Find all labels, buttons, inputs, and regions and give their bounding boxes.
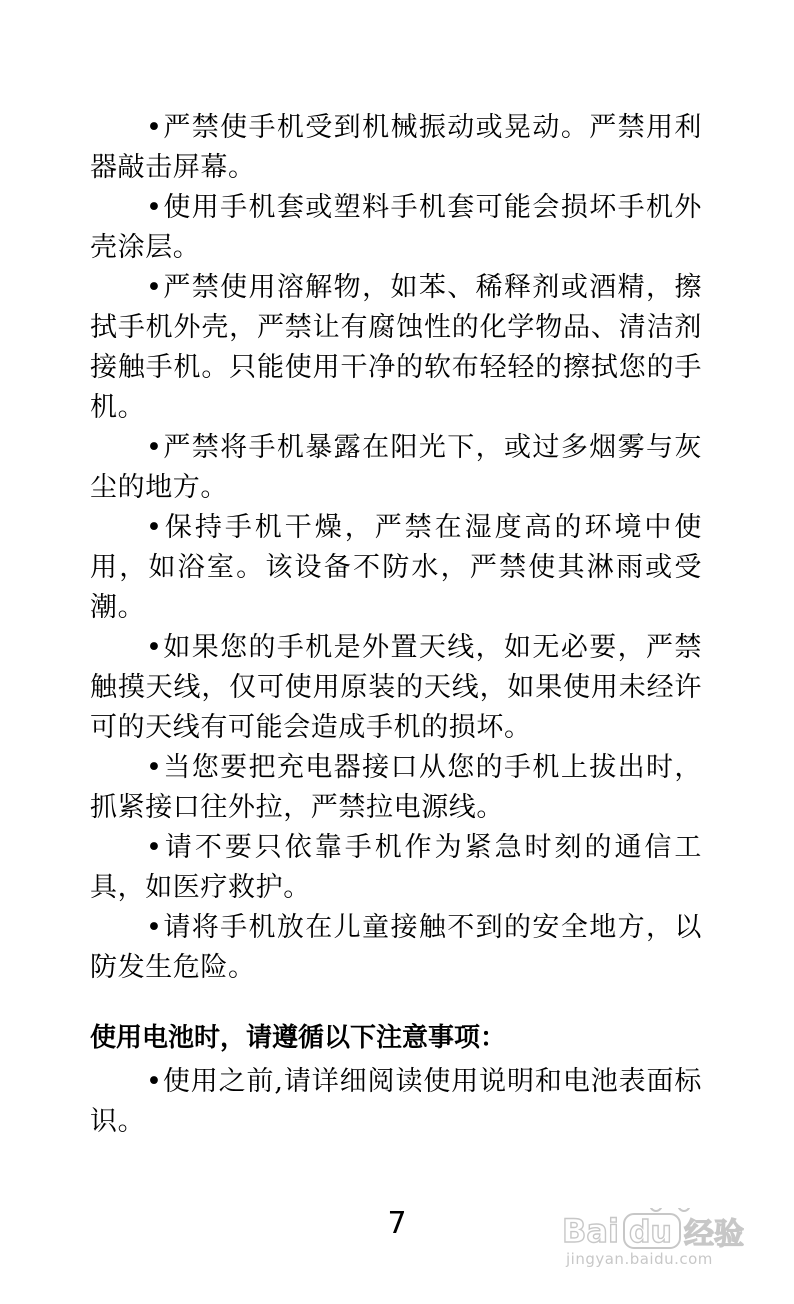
svg-text:du: du (629, 1215, 672, 1250)
precaution-item: •严禁使手机受到机械振动或晃动。严禁用利器敲击屏幕。 (90, 112, 702, 183)
svg-text:Bai: Bai (562, 1212, 619, 1250)
svg-text:经验: 经验 (684, 1217, 744, 1252)
precaution-item: •请不要只依靠手机作为紧急时刻的通信工具，如医疗救护。 (90, 832, 702, 903)
precaution-item: •严禁使用溶解物，如苯、稀释剂或酒精，擦拭手机外壳，严禁让有腐蚀性的化学物品、清洁剂接触手机。只能使用干净的软布轻轻的擦拭您的手机。 (90, 272, 702, 423)
safety-precautions-list (90, 108, 702, 988)
watermark-url: jingyan.baidu.com (566, 1250, 713, 1268)
battery-section-heading: 使用电池时，请遵循以下注意事项： (90, 1023, 507, 1053)
precaution-item: •严禁将手机暴露在阳光下，或过多烟雾与灰尘的地方。 (90, 432, 702, 503)
page-number: 7 (387, 1206, 407, 1241)
baidu-jingyan-watermark (548, 1180, 758, 1280)
precaution-item: •如果您的手机是外置天线，如无必要，严禁触摸天线，仅可使用原装的天线，如果使用未经许可的天线有可能会造成手机的损坏。 (90, 632, 702, 743)
precaution-item: •请将手机放在儿童接触不到的安全地方，以防发生危险。 (90, 912, 702, 983)
precaution-item: •保持手机干燥，严禁在湿度高的环境中使用，如浴室。该设备不防水，严禁使其淋雨或受潮。 (90, 512, 702, 623)
battery-precaution-item: •使用之前,请详细阅读使用说明和电池表面标识。 (90, 1066, 702, 1137)
baidu-paw-logo-icon (560, 1208, 756, 1252)
precaution-item: •使用手机套或塑料手机套可能会损坏手机外壳涂层。 (90, 192, 702, 263)
battery-precautions-list (90, 1062, 702, 1142)
precaution-item: •当您要把充电器接口从您的手机上拔出时，抓紧接口往外拉，严禁拉电源线。 (90, 752, 702, 823)
